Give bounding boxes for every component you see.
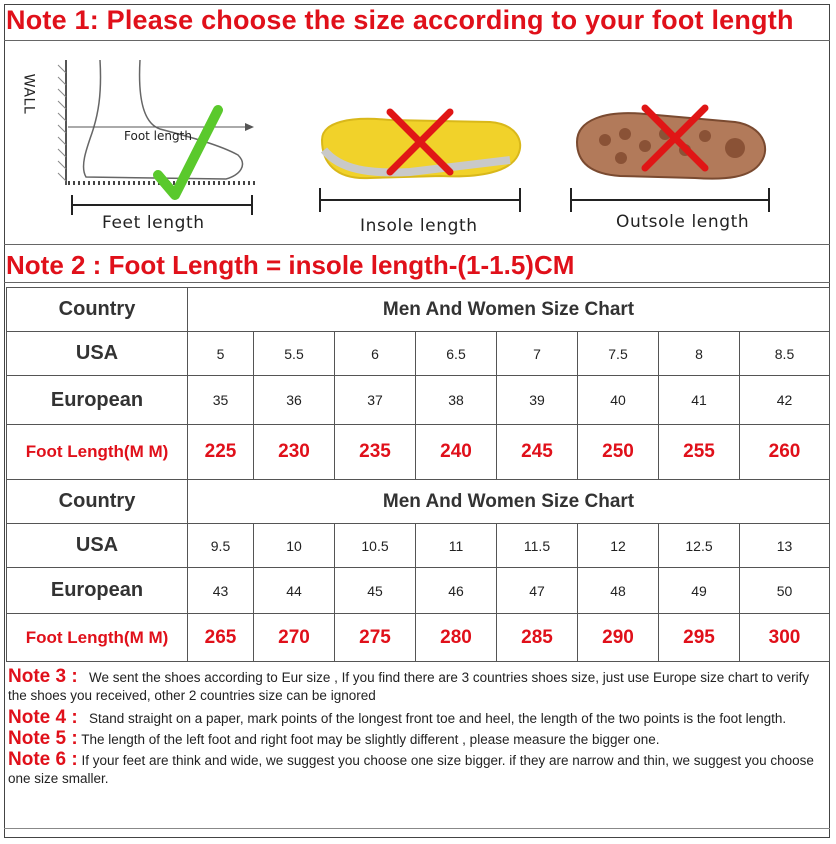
foot-length-cell: 280 [416, 614, 497, 662]
size-chart-table-1 [6, 287, 830, 480]
foot-length-cell: 260 [740, 425, 830, 480]
country-header: Country [7, 288, 188, 332]
usa-row [7, 524, 830, 568]
note-5 [8, 730, 820, 749]
chart-title: Men And Women Size Chart [188, 288, 830, 332]
size-cell: 36 [254, 376, 335, 425]
usa-row [7, 332, 830, 376]
european-row [7, 568, 830, 614]
size-cell: 12 [578, 524, 659, 568]
note-4-text: Stand straight on a paper, mark points of the longest front toe and heel, the length of the two points is the foot length. [88, 711, 787, 726]
note-3-label: Note 3 : [8, 666, 78, 687]
size-cell: 8 [659, 332, 740, 376]
size-cell: 40 [578, 376, 659, 425]
size-chart-table-2 [6, 479, 830, 662]
foot-length-cell: 235 [335, 425, 416, 480]
foot-length-cell: 290 [578, 614, 659, 662]
note-5-text: The length of the left foot and right foot may be slightly different , please measure the bigger one. [81, 732, 660, 747]
note-1-heading: Note 1: Please choose the size according to your foot length [6, 5, 794, 35]
foot-length-cell: 245 [497, 425, 578, 480]
foot-length-cell: 265 [188, 614, 254, 662]
european-label: European [7, 376, 188, 425]
size-cell: 49 [659, 568, 740, 614]
country-header: Country [7, 480, 188, 524]
divider [4, 40, 830, 41]
note-6-label: Note 6 : [8, 749, 78, 770]
divider [4, 244, 830, 245]
header-row [7, 480, 830, 524]
wall-label: WALL [20, 73, 37, 115]
size-cell: 10 [254, 524, 335, 568]
size-cell: 6.5 [416, 332, 497, 376]
foot-length-cell: 240 [416, 425, 497, 480]
size-cell: 47 [497, 568, 578, 614]
note-4 [8, 709, 820, 728]
foot-length-cell: 250 [578, 425, 659, 480]
foot-length-label: Foot Length(M M) [7, 425, 188, 480]
size-cell: 43 [188, 568, 254, 614]
size-cell: 44 [254, 568, 335, 614]
note-6 [8, 751, 820, 788]
size-cell: 5.5 [254, 332, 335, 376]
size-cell: 50 [740, 568, 830, 614]
outsole-length-caption: Outsole length [616, 212, 750, 232]
foot-length-label: Foot Length(M M) [7, 614, 188, 662]
size-cell: 11 [416, 524, 497, 568]
insole-illustration [310, 100, 530, 220]
size-cell: 7.5 [578, 332, 659, 376]
usa-label: USA [7, 524, 188, 568]
size-cell: 35 [188, 376, 254, 425]
note-3 [8, 668, 820, 705]
size-cell: 5 [188, 332, 254, 376]
size-cell: 38 [416, 376, 497, 425]
size-cell: 46 [416, 568, 497, 614]
feet-length-caption: Feet length [102, 213, 205, 233]
divider [4, 282, 830, 283]
size-cell: 13 [740, 524, 830, 568]
foot-length-cell: 275 [335, 614, 416, 662]
notes-section [8, 668, 820, 788]
size-cell: 42 [740, 376, 830, 425]
note-3-text: We sent the shoes according to Eur size , If you find there are 3 countries shoes size, just use Europe size chart to verify the shoes you received, other 2 countries size can be ignored [8, 670, 810, 703]
size-cell: 12.5 [659, 524, 740, 568]
european-row [7, 376, 830, 425]
size-cell: 9.5 [188, 524, 254, 568]
size-cell: 39 [497, 376, 578, 425]
foot-length-cell: 225 [188, 425, 254, 480]
size-cell: 41 [659, 376, 740, 425]
size-cell: 6 [335, 332, 416, 376]
insole-length-caption: Insole length [360, 216, 478, 236]
foot-length-arrow-label: Foot length [124, 129, 192, 143]
size-cell: 11.5 [497, 524, 578, 568]
note-2-heading: Note 2 : Foot Length = insole length-(1-1.5)CM [6, 250, 575, 280]
foot-length-cell: 285 [497, 614, 578, 662]
foot-length-cell: 300 [740, 614, 830, 662]
outsole-illustration [565, 100, 775, 220]
header-row [7, 288, 830, 332]
size-cell: 7 [497, 332, 578, 376]
usa-label: USA [7, 332, 188, 376]
european-label: European [7, 568, 188, 614]
size-cell: 8.5 [740, 332, 830, 376]
size-cell: 45 [335, 568, 416, 614]
note-4-label: Note 4 : [8, 707, 78, 728]
size-cell: 37 [335, 376, 416, 425]
foot-length-cell: 270 [254, 614, 335, 662]
foot-length-cell: 295 [659, 614, 740, 662]
divider [4, 828, 830, 829]
chart-title: Men And Women Size Chart [188, 480, 830, 524]
foot-length-row [7, 425, 830, 480]
size-cell: 10.5 [335, 524, 416, 568]
size-cell: 48 [578, 568, 659, 614]
note-5-label: Note 5 : [8, 728, 78, 749]
foot-length-cell: 230 [254, 425, 335, 480]
note-6-text: If your feet are think and wide, we suggest you choose one size bigger. if they are narrow and thin, we suggest you choose one size smaller. [8, 753, 814, 786]
foot-length-cell: 255 [659, 425, 740, 480]
foot-length-row [7, 614, 830, 662]
